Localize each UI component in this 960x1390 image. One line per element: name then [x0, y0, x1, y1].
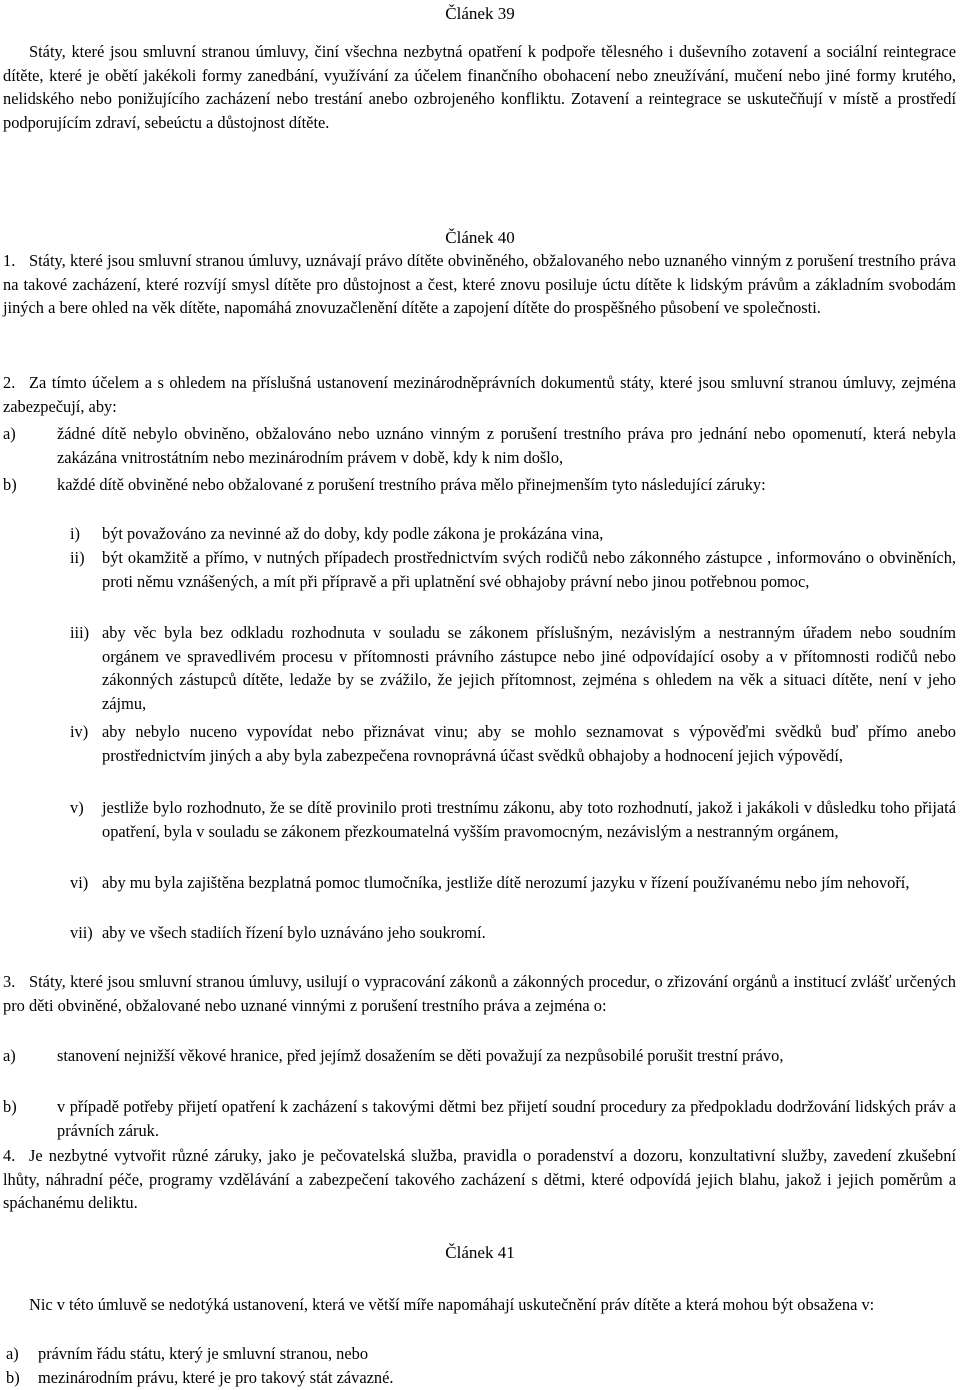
item-label: a) — [3, 424, 16, 443]
point-text: Státy, které jsou smluvní stranou úmluvy, uznávají právo dítěte obviněného, obžalovaného nebo uznaného vinným z porušení trestního práva na takové zacházení, které rozvíjí smysl dítěte pro důstojnost a čest, které znovu posiluje úctu dítěte k lidským právům a základním svobodám jiných a bere ohled na věk dítěte, napomáhá znovuzačlenění dítěte a zapojení dítěte do prospěšného působení ve společnosti. — [3, 251, 956, 318]
item-text: aby nebylo nuceno vypovídat nebo přiznávat vinu; aby se mohlo seznamovat s výpověďmi svědků buď přímo anebo prostřednictvím jiných a aby byla zabezpečena rovnoprávná účast svědků obhajoby a hodnocení jejich výpovědí, — [102, 722, 956, 765]
item-label: a) — [3, 1046, 16, 1065]
item-text: jestliže bylo rozhodnuto, že se dítě provinilo proti trestnímu zákonu, aby toto rozhodnutí, jakož i jakákoli v důsledku toho přijatá opatření, byla v souladu se zákonem přezkoumatelná vyšším pravomocným, nezávislým a nestranným orgánem, — [102, 798, 956, 841]
point-number: 2. — [3, 373, 16, 392]
item-text: v případě potřeby přijetí opatření k zacházení s takovými dětmi bez přijetí soudní procedury za předpokladu dodržování lidských práv a právních záruk. — [57, 1097, 956, 1140]
point-text: Státy, které jsou smluvní stranou úmluvy, usilují o vypracování zákonů a zákonných procedur, o zřizování orgánů a institucí zvlášť určených pro děti obviněné, obžalované nebo uznané vinnými z porušení trestního práva a zejména o: — [3, 972, 956, 1015]
point-number: 1. — [3, 251, 16, 270]
article-39-heading: Článek 39 — [445, 4, 515, 23]
item-label: a) — [6, 1344, 19, 1363]
item-label: b) — [3, 475, 17, 494]
item-label: vii) — [70, 923, 93, 942]
article-41-heading: Článek 41 — [445, 1243, 515, 1262]
point-number: 4. — [3, 1146, 16, 1165]
point-text: Je nezbytné vytvořit různé záruky, jako je pečovatelská služba, pravidla o poradenství a dozoru, konzultativní služby, zavedení zkušební lhůty, náhradní péče, programy vzdělávání a zabezpečení takového zacházení s dětmi, které odpovídá jejich blahu, jakož i jejich poměrům a spáchanému deliktu. — [3, 1146, 956, 1213]
item-label: b) — [6, 1368, 20, 1387]
item-text: být považováno za nevinné až do doby, kdy podle zákona je prokázána vina, — [102, 524, 604, 543]
item-text: být okamžitě a přímo, v nutných případech prostřednictvím svých rodičů nebo zákonného zástupce , informováno o obviněních, proti němu vznášených, a mít při přípravě a při uplatnění své obhajoby právní nebo jinou potřebnou pomoc, — [102, 548, 956, 591]
item-text: aby věc byla bez odkladu rozhodnuta v souladu se zákonem příslušným, nezávislým a nestranným úřadem nebo soudním orgánem ve spravedlivém procesu v přítomnosti právního zástupce nebo jiné odpovídající osoby a v přítomnosti rodičů nebo zákonných zástupců dítěte, ledaže by se zvážilo, že jejich přítomnost, zejména s ohledem na věk a situaci dítěte, není v jeho zájmu, — [102, 623, 956, 713]
item-text: aby mu byla zajištěna bezplatná pomoc tlumočníka, jestliže dítě nerozumí jazyku v řízení používanému nebo jím nehovoří, — [102, 873, 910, 892]
item-label: b) — [3, 1097, 17, 1116]
item-text: právním řádu státu, který je smluvní stranou, nebo — [38, 1344, 369, 1363]
item-label: ii) — [70, 548, 85, 567]
item-label: iii) — [70, 623, 90, 642]
item-label: v) — [70, 798, 84, 817]
item-text: stanovení nejnižší věkové hranice, před jejímž dosažením se děti považují za nezpůsobilé porušit trestní právo, — [57, 1046, 784, 1065]
item-text: žádné dítě nebylo obviněno, obžalováno nebo uznáno vinným z porušení trestního práva pro jednání nebo opomenutí, která nebyla zakázána vnitrostátním nebo mezinárodním právem v době, kdy k nim došlo, — [57, 424, 956, 467]
article-41-paragraph: Nic v této úmluvě se nedotýká ustanovení, která ve větší míře napomáhají uskutečnění práv dítěte a která mohou být obsažena v: — [29, 1295, 875, 1314]
item-label: i) — [70, 524, 81, 543]
item-text: mezinárodním právu, které je pro takový stát závazné. — [38, 1368, 394, 1387]
article-39-paragraph: Státy, které jsou smluvní stranou úmluvy, činí všechna nezbytná opatření k podpoře tělesného i duševního zotavení a sociální reintegrace dítěte, které je obětí jakékoli formy zanedbání, využívání za účelem finančního obohacení nebo zneužívání, mučení nebo jiné formy krutého, nelidského nebo ponižujícího zacházení nebo trestání anebo ozbrojeného konfliktu. Zotavení a reintegrace se uskutečňují v místě a prostředí podporujícím zdraví, sebeúctu a důstojnost dítěte. — [3, 42, 956, 132]
point-number: 3. — [3, 972, 16, 991]
item-label: vi) — [70, 873, 89, 892]
item-label: iv) — [70, 722, 89, 741]
article-40-heading: Článek 40 — [445, 228, 515, 247]
point-text: Za tímto účelem a s ohledem na příslušná ustanovení mezinárodněprávních dokumentů státy, které jsou smluvní stranou úmluvy, zejména zabezpečují, aby: — [3, 373, 956, 416]
item-text: každé dítě obviněné nebo obžalované z porušení trestního práva mělo přinejmenším tyto následující záruky: — [57, 475, 766, 494]
item-text: aby ve všech stadiích řízení bylo uznáváno jeho soukromí. — [102, 923, 486, 942]
